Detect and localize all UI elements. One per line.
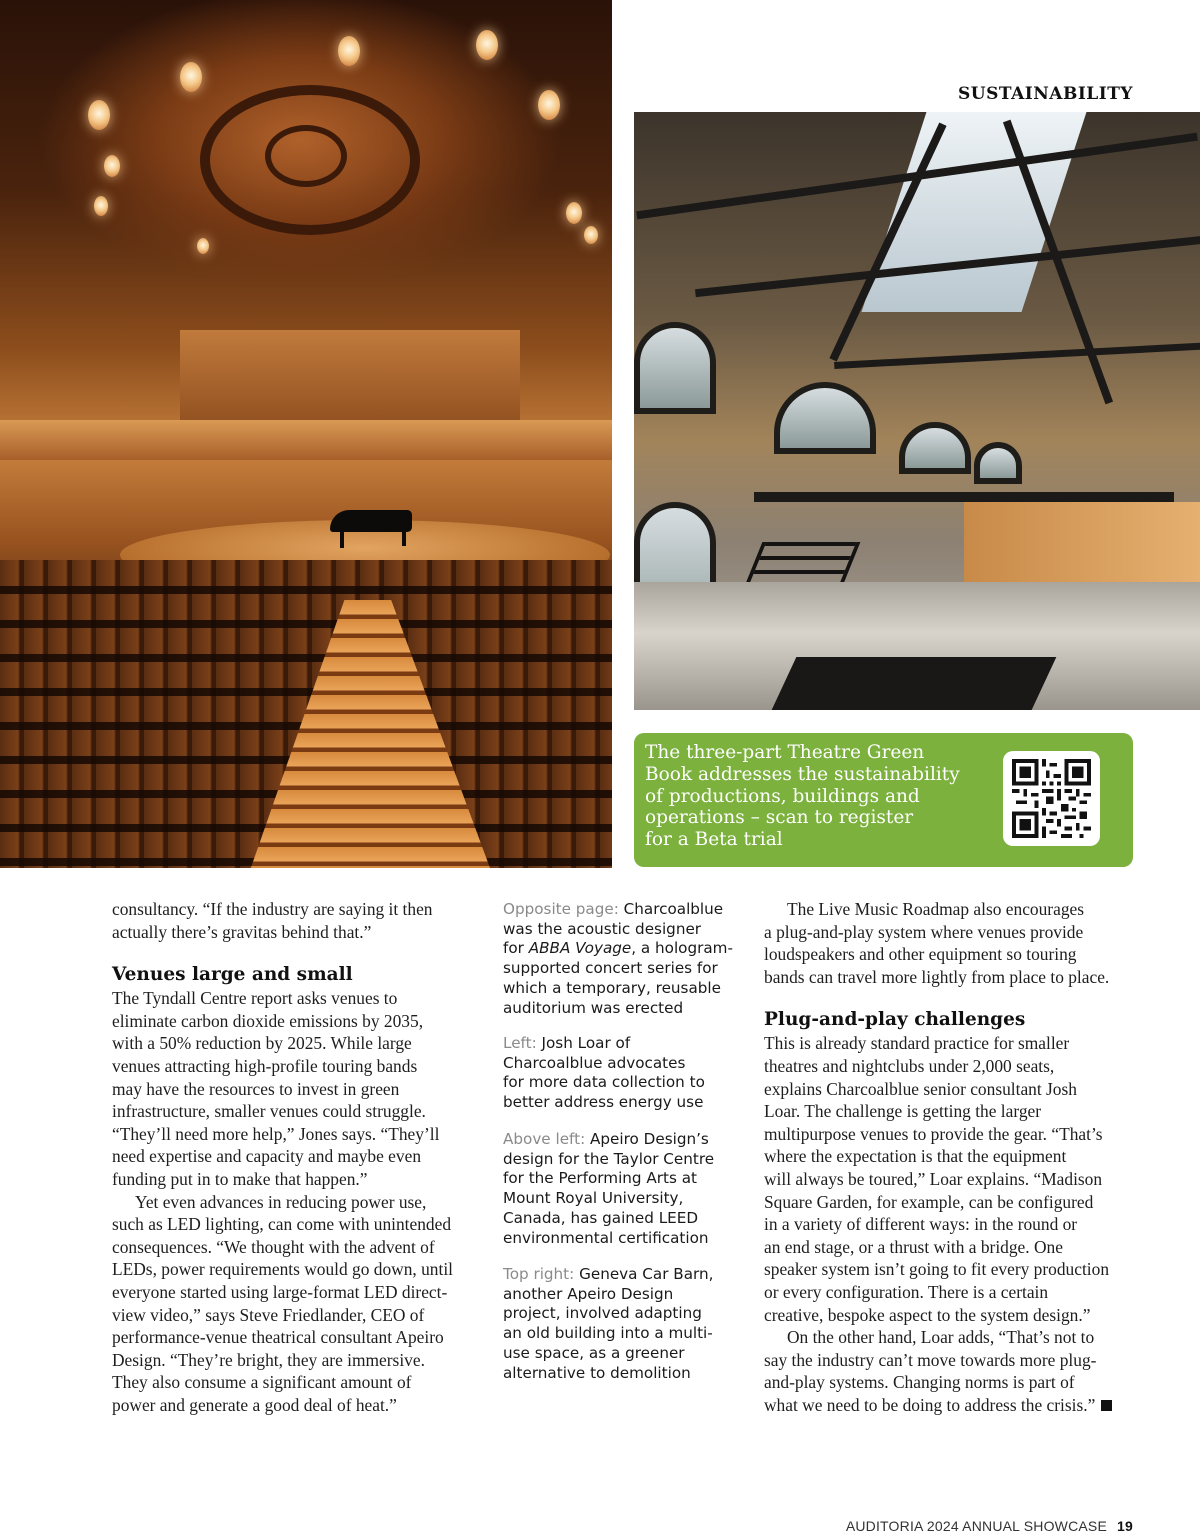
- end-of-article-mark: [1101, 1400, 1112, 1411]
- text-line: in a variety of different ways: in the round or: [764, 1214, 1078, 1235]
- text-line: such as LED lighting, can come with unintended: [112, 1214, 452, 1235]
- text-line: infrastructure, smaller venues could struggle.: [112, 1101, 426, 1122]
- text-line: The Live Music Roadmap also encourages: [787, 899, 1084, 919]
- mezzanine: [754, 492, 1174, 502]
- text-line: say the industry can’t move towards more plug-: [764, 1349, 1097, 1370]
- info-line: Book addresses the sustainability: [645, 763, 960, 785]
- caption-opposite-page: [503, 900, 743, 1018]
- subheading-plug-and-play: Plug-and-play challenges: [764, 1009, 1026, 1031]
- caption-line: Josh Loar of: [541, 1034, 631, 1052]
- caption-line: was the acoustic designer: [503, 919, 702, 938]
- text-line: with a 50% reduction by 2025. While large: [112, 1033, 412, 1054]
- text-line: need expertise and capacity and maybe even: [112, 1146, 422, 1167]
- arched-window: [634, 322, 716, 414]
- caption-line: an old building into a multi-: [503, 1324, 713, 1343]
- pendant-lamp: [88, 100, 110, 130]
- page-footer: [780, 1518, 1133, 1534]
- caption-line: environmental certification: [503, 1228, 709, 1247]
- text-line: and-play systems. Changing norms is part of: [764, 1372, 1075, 1393]
- text-line: This is already standard practice for smaller: [764, 1033, 1070, 1054]
- pendant-lamp: [476, 30, 498, 60]
- info-line: of productions, buildings and: [645, 785, 920, 807]
- text-line: power and generate a good deal of heat.”: [112, 1394, 397, 1415]
- pendant-lamp: [584, 226, 598, 244]
- intro-paragraph: [764, 898, 1134, 988]
- pendant-lamp: [538, 90, 560, 120]
- qr-code[interactable]: [1003, 751, 1100, 846]
- info-line: The three-part Theatre Green: [645, 742, 925, 763]
- page-number: 19: [1117, 1518, 1133, 1534]
- piano-leg: [402, 530, 406, 546]
- text-line: speaker system isn’t going to fit every production: [764, 1259, 1110, 1280]
- piano-leg: [340, 530, 344, 548]
- floor-hatch: [772, 657, 1057, 710]
- caption-left: [503, 1034, 743, 1113]
- text-line: where the expectation is that the equipment: [764, 1146, 1067, 1167]
- text-line: On the other hand, Loar adds, “That’s not to: [787, 1327, 1095, 1348]
- pendant-lamp: [94, 196, 108, 216]
- caption-line: another Apeiro Design: [503, 1284, 674, 1303]
- text-line: creative, bespoke aspect to the system design.”: [764, 1304, 1091, 1325]
- article-column-1: [112, 898, 480, 1416]
- text-line: LEDs, power requirements would go down, until: [112, 1259, 453, 1280]
- caption-line: design for the Taylor Centre: [503, 1149, 715, 1168]
- caption-title: ABBA Voyage: [528, 939, 632, 958]
- text-line: explains Charcoalblue senior consultant Josh: [764, 1078, 1077, 1099]
- info-box-text: [645, 742, 990, 851]
- info-line: operations – scan to register: [645, 807, 914, 829]
- pendant-lamp: [180, 62, 202, 92]
- caption-lead: Above left:: [503, 1130, 586, 1148]
- concert-hall-photo: [0, 0, 612, 868]
- text-line: a plug-and-play system where venues provide: [764, 921, 1084, 942]
- balcony-rail: [0, 420, 612, 460]
- caption-line: Canada, has gained LEED: [503, 1208, 699, 1227]
- text-line: Yet even advances in reducing power use,: [135, 1191, 427, 1212]
- info-line: for a Beta trial: [645, 829, 783, 851]
- text-line: what we need to be doing to address the crisis.”: [764, 1394, 1096, 1415]
- caption-top-right: [503, 1265, 743, 1383]
- arched-window: [774, 382, 876, 454]
- text-line: performance-venue theatrical consultant Apeiro: [112, 1327, 444, 1348]
- caption-above-left: [503, 1130, 743, 1248]
- caption-lead: Opposite page:: [503, 900, 619, 918]
- pendant-lamp: [338, 36, 360, 66]
- caption-line: Charcoalblue advocates: [503, 1053, 686, 1072]
- caption-lead: Left:: [503, 1034, 537, 1052]
- text-line: will always be toured,” Loar explains. “Madison: [764, 1168, 1103, 1189]
- pendant-lamp: [566, 202, 582, 224]
- section-label: SUSTAINABILITY: [958, 84, 1133, 104]
- text-line: or every configuration. There is a certain: [764, 1281, 1049, 1302]
- caption-line: , a hologram-: [631, 939, 733, 958]
- text-line: “They’ll need more help,” Jones says. “They’ll: [112, 1123, 440, 1144]
- car-barn-photo: [634, 112, 1200, 710]
- caption-line: auditorium was erected: [503, 998, 684, 1017]
- text-line: Square Garden, for example, can be configured: [764, 1191, 1094, 1212]
- caption-line: Mount Royal University,: [503, 1189, 684, 1208]
- text-line: bands can travel more lightly from place to place.: [764, 966, 1110, 987]
- caption-line: use space, as a greener: [503, 1343, 685, 1362]
- text-line: everyone started using large-format LED direct-: [112, 1281, 448, 1302]
- text-line: consequences. “We thought with the advent of: [112, 1236, 435, 1257]
- grand-piano: [330, 510, 412, 532]
- caption-line: alternative to demolition: [503, 1363, 691, 1382]
- caption-line: Geneva Car Barn,: [579, 1265, 714, 1283]
- caption-line: for more data collection to: [503, 1073, 705, 1092]
- text-line: actually there’s gravitas behind that.”: [112, 921, 372, 942]
- text-line: venues attracting high-profile touring bands: [112, 1055, 418, 1076]
- caption-line: for: [503, 939, 529, 958]
- ceiling-rosette-inner: [265, 125, 347, 187]
- caption-lead: Top right:: [503, 1265, 575, 1283]
- pendant-lamp: [104, 155, 120, 177]
- text-line: an end stage, or a thrust with a bridge. One: [764, 1236, 1063, 1257]
- arched-window: [899, 422, 971, 474]
- publication-name: AUDITORIA 2024 ANNUAL SHOWCASE: [845, 1518, 1108, 1534]
- body-paragraph: [112, 1191, 480, 1417]
- body-paragraph: [764, 1032, 1134, 1326]
- roof-truss: [834, 342, 1200, 369]
- skylight: [862, 112, 1087, 312]
- pendant-lamp: [197, 238, 209, 254]
- text-line: consultancy. “If the industry are saying it then: [112, 899, 433, 919]
- arched-window: [974, 442, 1022, 484]
- text-line: multipurpose venues to provide the gear. “That’s: [764, 1123, 1103, 1144]
- text-line: funding put in to make that happen.”: [112, 1168, 368, 1189]
- text-line: Loar. The challenge is getting the larger: [764, 1101, 1042, 1122]
- text-line: Design. “They’re bright, they are immersive.: [112, 1349, 425, 1370]
- body-paragraph: [112, 987, 480, 1190]
- text-line: loudspeakers and other equipment so touring: [764, 944, 1077, 965]
- caption-line: Apeiro Design’s: [590, 1130, 709, 1148]
- caption-line: project, involved adapting: [503, 1304, 702, 1323]
- caption-line: for the Performing Arts at: [503, 1169, 697, 1188]
- text-line: The Tyndall Centre report asks venues to: [112, 988, 398, 1009]
- qr-code-icon: [1012, 759, 1091, 838]
- intro-paragraph: [112, 898, 480, 943]
- text-line: eliminate carbon dioxide emissions by 2035,: [112, 1010, 424, 1031]
- subheading-venues: Venues large and small: [112, 964, 353, 986]
- caption-line: which a temporary, reusable: [503, 978, 721, 997]
- caption-line: supported concert series for: [503, 959, 718, 978]
- article-column-3: [764, 898, 1134, 1416]
- text-line: They also consume a significant amount of: [112, 1372, 412, 1393]
- text-line: may have the resources to invest in green: [112, 1078, 400, 1099]
- text-line: theatres and nightclubs under 2,000 seats,: [764, 1055, 1055, 1076]
- caption-line: Charcoalblue: [623, 900, 724, 918]
- caption-line: better address energy use: [503, 1093, 704, 1112]
- text-line: view video,” says Steve Friedlander, CEO of: [112, 1304, 425, 1325]
- body-paragraph: [764, 1326, 1134, 1416]
